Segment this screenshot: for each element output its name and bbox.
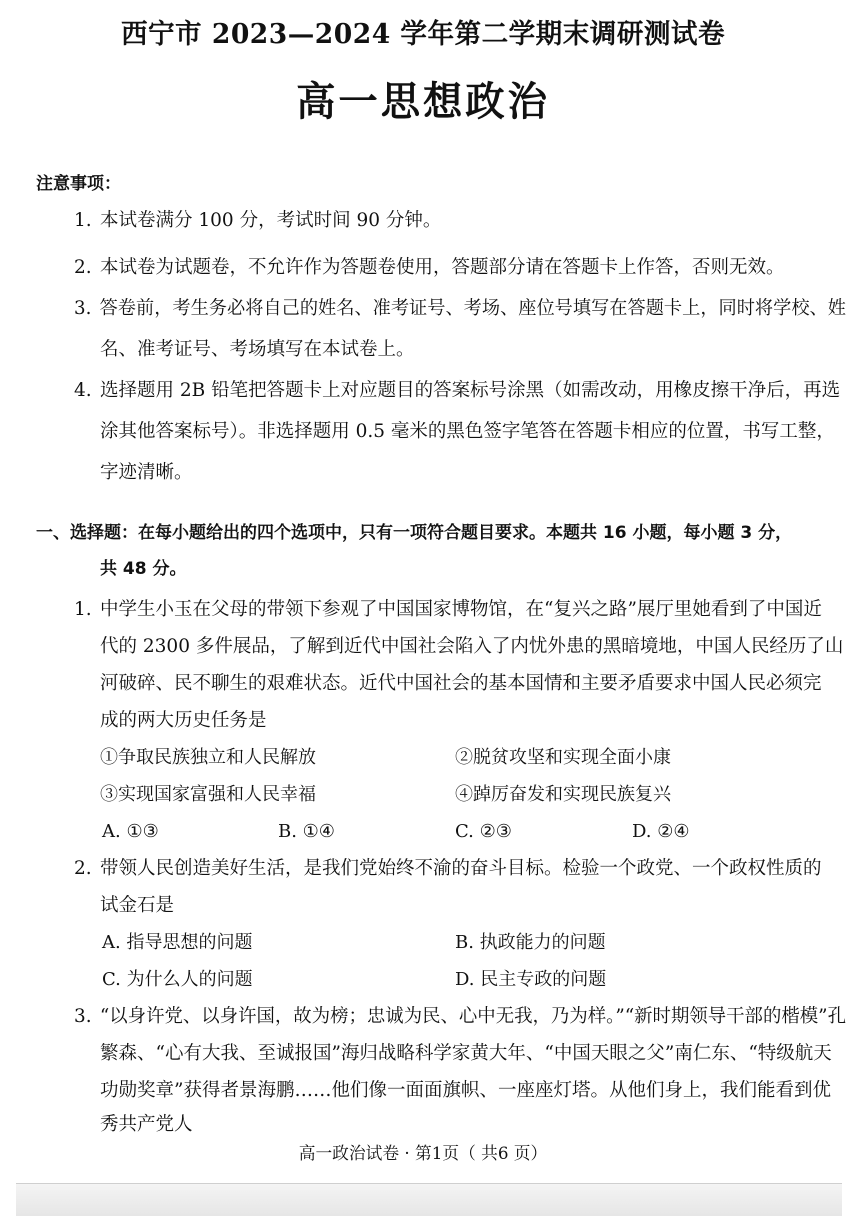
question-text-continued: 代的 2300 多件展品，了解到近代中国社会陷入了内忧外患的黑暗境地，中国人民经历了山 xyxy=(100,636,844,657)
notice-item-4 xyxy=(74,378,840,404)
section-heading-continued: 共 48 分。 xyxy=(100,559,187,579)
page-footer: 高一政治试卷 · 第1页（ 共6 页） xyxy=(298,1144,548,1164)
choice-b: B. ①④ xyxy=(278,821,335,842)
statement-4: ④踔厉奋发和实现民族复兴 xyxy=(455,784,671,805)
question-number: 3. xyxy=(74,1006,92,1027)
statement-3: ③实现国家富强和人民幸福 xyxy=(100,784,316,805)
choice-a: A. ①③ xyxy=(102,821,159,842)
choice-d: D. 民主专政的问题 xyxy=(455,969,607,990)
notice-text: 本试卷为试题卷，不允许作为答题卷使用，答题部分请在答题卡上作答，否则无效。 xyxy=(100,257,785,278)
choice-c: C. ②③ xyxy=(455,821,512,842)
choice-b: B. 执政能力的问题 xyxy=(455,932,606,953)
notice-text: 选择题用 2B 铅笔把答题卡上对应题目的答案标号涂黑（如需改动，用橡皮擦干净后，再选 xyxy=(100,380,841,401)
notice-number: 2. xyxy=(74,257,92,278)
question-text: 中学生小玉在父母的带领下参观了中国国家博物馆，在“复兴之路”展厅里她看到了中国近 xyxy=(100,599,822,620)
notice-text: 本试卷满分 100 分，考试时间 90 分钟。 xyxy=(100,210,442,231)
notice-item-3 xyxy=(74,296,846,322)
exam-title: 西宁市 2023—2024 学年第二学期末调研测试卷 xyxy=(120,19,726,50)
question-text: “以身许党、以身许国，故为榜；忠诚为民、心中无我，乃为样。”“新时期领导干部的楷模”孔 xyxy=(99,1006,846,1027)
question-number: 2. xyxy=(74,858,92,879)
question-text-continued: 河破碎、民不聊生的艰难状态。近代中国社会的基本国情和主要矛盾要求中国人民必须完 xyxy=(100,673,822,694)
notice-text-continued: 涂其他答案标号）。非选择题用 0.5 毫米的黑色签字笔答在答题卡相应的位置，书写工整， xyxy=(100,421,835,442)
notice-item-2 xyxy=(74,255,785,281)
statement-2: ②脱贫攻坚和实现全面小康 xyxy=(455,747,671,768)
notice-heading: 注意事项： xyxy=(36,174,121,194)
question-3 xyxy=(74,1004,846,1030)
question-text-continued: 繁森、“心有大我、至诚报国”海归战略科学家黄大年、“中国天眼之父”南仁东、“特级航天 xyxy=(100,1043,832,1064)
notice-number: 1. xyxy=(74,210,92,231)
exam-subject: 高一思想政治 xyxy=(296,78,550,125)
notice-number: 4. xyxy=(74,380,92,401)
notice-text: 答卷前，考生务必将自己的姓名、准考证号、考场、座位号填写在答题卡上，同时将学校、姓 xyxy=(99,298,846,319)
section-heading: 一、选择题：在每小题给出的四个选项中，只有一项符合题目要求。本题共 16 小题，每小题 3 分， xyxy=(36,523,793,543)
question-number: 1. xyxy=(74,599,92,620)
question-1 xyxy=(74,597,822,623)
question-2 xyxy=(74,856,822,882)
scan-bottom-edge xyxy=(16,1183,842,1216)
notice-item-1 xyxy=(74,208,441,234)
notice-number: 3. xyxy=(74,298,92,319)
choice-a: A. 指导思想的问题 xyxy=(102,932,253,953)
notice-text-continued: 字迹清晰。 xyxy=(100,462,193,483)
statement-1: ①争取民族独立和人民解放 xyxy=(100,747,316,768)
question-text-continued: 成的两大历史任务是 xyxy=(100,710,267,731)
question-text-continued: 试金石是 xyxy=(100,895,175,916)
question-text-continued: 功勋奖章”获得者景海鹏……他们像一面面旗帜、一座座灯塔。从他们身上，我们能看到优 xyxy=(100,1080,831,1101)
question-text-continued: 秀共产党人 xyxy=(100,1114,193,1135)
question-text: 带领人民创造美好生活，是我们党始终不渝的奋斗目标。检验一个政党、一个政权性质的 xyxy=(100,858,822,879)
choice-d: D. ②④ xyxy=(632,821,690,842)
notice-text-continued: 名、准考证号、考场填写在本试卷上。 xyxy=(100,339,415,360)
choice-c: C. 为什么人的问题 xyxy=(102,969,253,990)
